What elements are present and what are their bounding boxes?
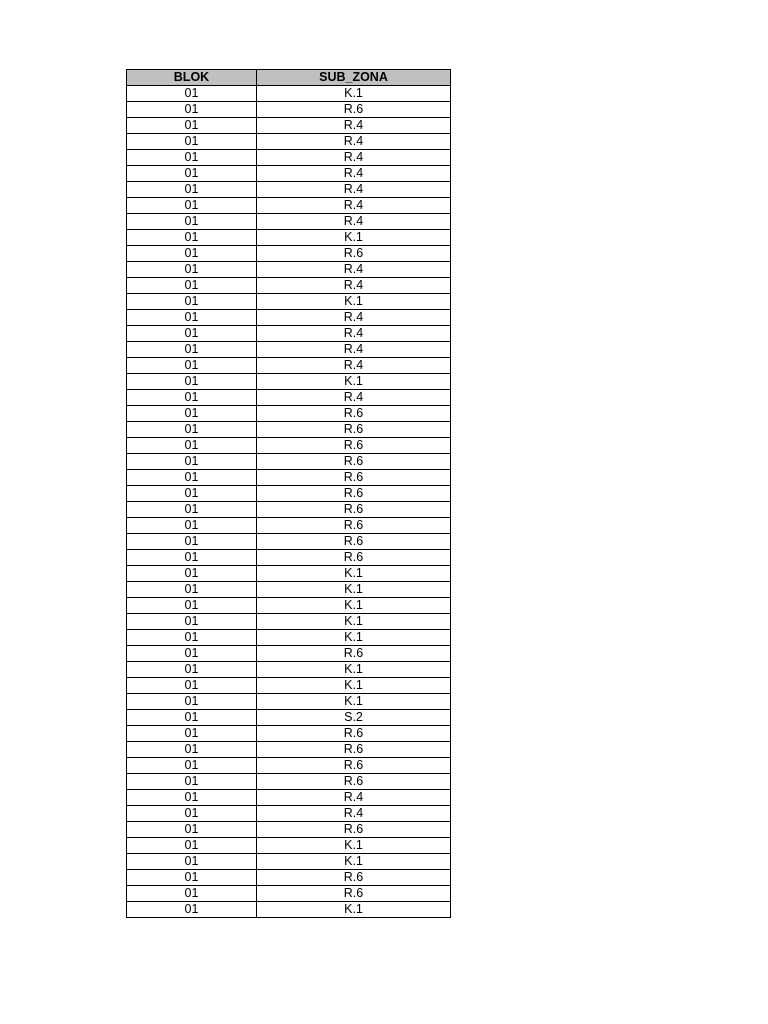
blok-cell: 01: [127, 198, 257, 214]
sub-zona-cell: K.1: [257, 630, 451, 646]
table-row: [127, 230, 451, 246]
blok-cell: 01: [127, 630, 257, 646]
sub-zona-cell: K.1: [257, 854, 451, 870]
blok-cell: 01: [127, 326, 257, 342]
sub-zona-cell: K.1: [257, 86, 451, 102]
sub-zona-cell: R.4: [257, 326, 451, 342]
blok-cell: 01: [127, 582, 257, 598]
blok-cell: 01: [127, 742, 257, 758]
table-row: [127, 150, 451, 166]
sub-zona-cell: R.6: [257, 886, 451, 902]
table-row: [127, 390, 451, 406]
header-row: [127, 70, 451, 86]
sub-zona-cell: S.2: [257, 710, 451, 726]
header-sub-zona: SUB_ZONA: [257, 70, 451, 86]
table-row: [127, 518, 451, 534]
sub-zona-cell: R.4: [257, 118, 451, 134]
blok-cell: 01: [127, 486, 257, 502]
table-row: [127, 598, 451, 614]
blok-cell: 01: [127, 502, 257, 518]
blok-cell: 01: [127, 230, 257, 246]
blok-cell: 01: [127, 118, 257, 134]
blok-cell: 01: [127, 870, 257, 886]
sub-zona-cell: R.4: [257, 790, 451, 806]
blok-cell: 01: [127, 86, 257, 102]
blok-cell: 01: [127, 166, 257, 182]
table-row: [127, 486, 451, 502]
table-row: [127, 806, 451, 822]
blok-cell: 01: [127, 694, 257, 710]
sub-zona-cell: R.4: [257, 214, 451, 230]
table-row: [127, 630, 451, 646]
blok-cell: 01: [127, 758, 257, 774]
sub-zona-cell: R.4: [257, 262, 451, 278]
sub-zona-cell: K.1: [257, 374, 451, 390]
sub-zona-cell: K.1: [257, 662, 451, 678]
table-row: [127, 438, 451, 454]
blok-cell: 01: [127, 214, 257, 230]
table-row: [127, 710, 451, 726]
sub-zona-cell: R.4: [257, 310, 451, 326]
data-table: [126, 69, 451, 918]
sub-zona-cell: K.1: [257, 294, 451, 310]
sub-zona-cell: R.6: [257, 406, 451, 422]
table-row: [127, 854, 451, 870]
table-row: [127, 358, 451, 374]
sub-zona-cell: R.6: [257, 422, 451, 438]
table-row: [127, 790, 451, 806]
table-row: [127, 406, 451, 422]
header-blok: BLOK: [127, 70, 257, 86]
sub-zona-cell: K.1: [257, 902, 451, 918]
blok-cell: 01: [127, 294, 257, 310]
table-row: [127, 422, 451, 438]
sub-zona-cell: R.6: [257, 102, 451, 118]
table-row: [127, 646, 451, 662]
blok-cell: 01: [127, 278, 257, 294]
sub-zona-cell: R.6: [257, 870, 451, 886]
table-row: [127, 326, 451, 342]
blok-cell: 01: [127, 774, 257, 790]
table-row: [127, 374, 451, 390]
sub-zona-cell: R.4: [257, 358, 451, 374]
sub-zona-cell: R.6: [257, 774, 451, 790]
table-row: [127, 86, 451, 102]
sub-zona-cell: R.6: [257, 646, 451, 662]
sub-zona-cell: R.6: [257, 534, 451, 550]
table-row: [127, 198, 451, 214]
table-row: [127, 454, 451, 470]
table-row: [127, 102, 451, 118]
table-row: [127, 614, 451, 630]
table-row: [127, 470, 451, 486]
blok-cell: 01: [127, 710, 257, 726]
blok-cell: 01: [127, 662, 257, 678]
table-row: [127, 678, 451, 694]
table-row: [127, 566, 451, 582]
blok-cell: 01: [127, 422, 257, 438]
sub-zona-cell: R.6: [257, 438, 451, 454]
blok-cell: 01: [127, 134, 257, 150]
table-row: [127, 182, 451, 198]
table-row: [127, 534, 451, 550]
sub-zona-cell: R.6: [257, 822, 451, 838]
sub-zona-cell: R.6: [257, 246, 451, 262]
sub-zona-cell: R.6: [257, 742, 451, 758]
blok-cell: 01: [127, 438, 257, 454]
sub-zona-cell: K.1: [257, 678, 451, 694]
blok-cell: 01: [127, 310, 257, 326]
blok-cell: 01: [127, 534, 257, 550]
table-row: [127, 278, 451, 294]
blok-cell: 01: [127, 390, 257, 406]
sub-zona-cell: R.4: [257, 166, 451, 182]
sub-zona-cell: K.1: [257, 694, 451, 710]
sub-zona-cell: R.6: [257, 486, 451, 502]
sub-zona-cell: R.4: [257, 134, 451, 150]
blok-cell: 01: [127, 406, 257, 422]
blok-cell: 01: [127, 678, 257, 694]
sub-zona-cell: R.4: [257, 806, 451, 822]
table-row: [127, 246, 451, 262]
sub-zona-cell: R.6: [257, 726, 451, 742]
sub-zona-cell: R.4: [257, 198, 451, 214]
blok-cell: 01: [127, 806, 257, 822]
table-row: [127, 166, 451, 182]
sub-zona-cell: K.1: [257, 614, 451, 630]
blok-cell: 01: [127, 182, 257, 198]
blok-cell: 01: [127, 342, 257, 358]
table-row: [127, 886, 451, 902]
table-row: [127, 550, 451, 566]
blok-cell: 01: [127, 566, 257, 582]
table-row: [127, 310, 451, 326]
sub-zona-cell: R.4: [257, 278, 451, 294]
blok-cell: 01: [127, 518, 257, 534]
blok-cell: 01: [127, 886, 257, 902]
table-row: [127, 726, 451, 742]
sub-zona-cell: K.1: [257, 566, 451, 582]
table-row: [127, 870, 451, 886]
table-row: [127, 342, 451, 358]
sub-zona-cell: R.4: [257, 150, 451, 166]
sub-zona-cell: R.4: [257, 390, 451, 406]
sub-zona-cell: K.1: [257, 598, 451, 614]
blok-cell: 01: [127, 550, 257, 566]
sub-zona-cell: R.6: [257, 518, 451, 534]
blok-cell: 01: [127, 726, 257, 742]
table-row: [127, 582, 451, 598]
sub-zona-cell: R.4: [257, 182, 451, 198]
blok-cell: 01: [127, 854, 257, 870]
table-row: [127, 262, 451, 278]
blok-cell: 01: [127, 246, 257, 262]
blok-cell: 01: [127, 902, 257, 918]
table-row: [127, 134, 451, 150]
table-row: [127, 902, 451, 918]
sub-zona-cell: K.1: [257, 582, 451, 598]
blok-cell: 01: [127, 262, 257, 278]
blok-cell: 01: [127, 102, 257, 118]
table-row: [127, 822, 451, 838]
table-row: [127, 214, 451, 230]
sub-zona-cell: R.4: [257, 342, 451, 358]
sub-zona-cell: R.6: [257, 758, 451, 774]
blok-cell: 01: [127, 614, 257, 630]
blok-cell: 01: [127, 822, 257, 838]
table-row: [127, 694, 451, 710]
table-row: [127, 294, 451, 310]
table-row: [127, 118, 451, 134]
table-row: [127, 662, 451, 678]
blok-cell: 01: [127, 598, 257, 614]
sub-zona-cell: R.6: [257, 550, 451, 566]
sub-zona-cell: R.6: [257, 470, 451, 486]
table-body: [127, 86, 451, 918]
sub-zona-cell: K.1: [257, 230, 451, 246]
blok-cell: 01: [127, 454, 257, 470]
blok-cell: 01: [127, 470, 257, 486]
blok-cell: 01: [127, 374, 257, 390]
table-row: [127, 758, 451, 774]
table-row: [127, 502, 451, 518]
blok-cell: 01: [127, 150, 257, 166]
blok-cell: 01: [127, 790, 257, 806]
sub-zona-cell: K.1: [257, 838, 451, 854]
table-row: [127, 838, 451, 854]
blok-cell: 01: [127, 646, 257, 662]
table-row: [127, 742, 451, 758]
sub-zona-cell: R.6: [257, 454, 451, 470]
table-row: [127, 774, 451, 790]
blok-cell: 01: [127, 358, 257, 374]
blok-cell: 01: [127, 838, 257, 854]
sub-zona-cell: R.6: [257, 502, 451, 518]
